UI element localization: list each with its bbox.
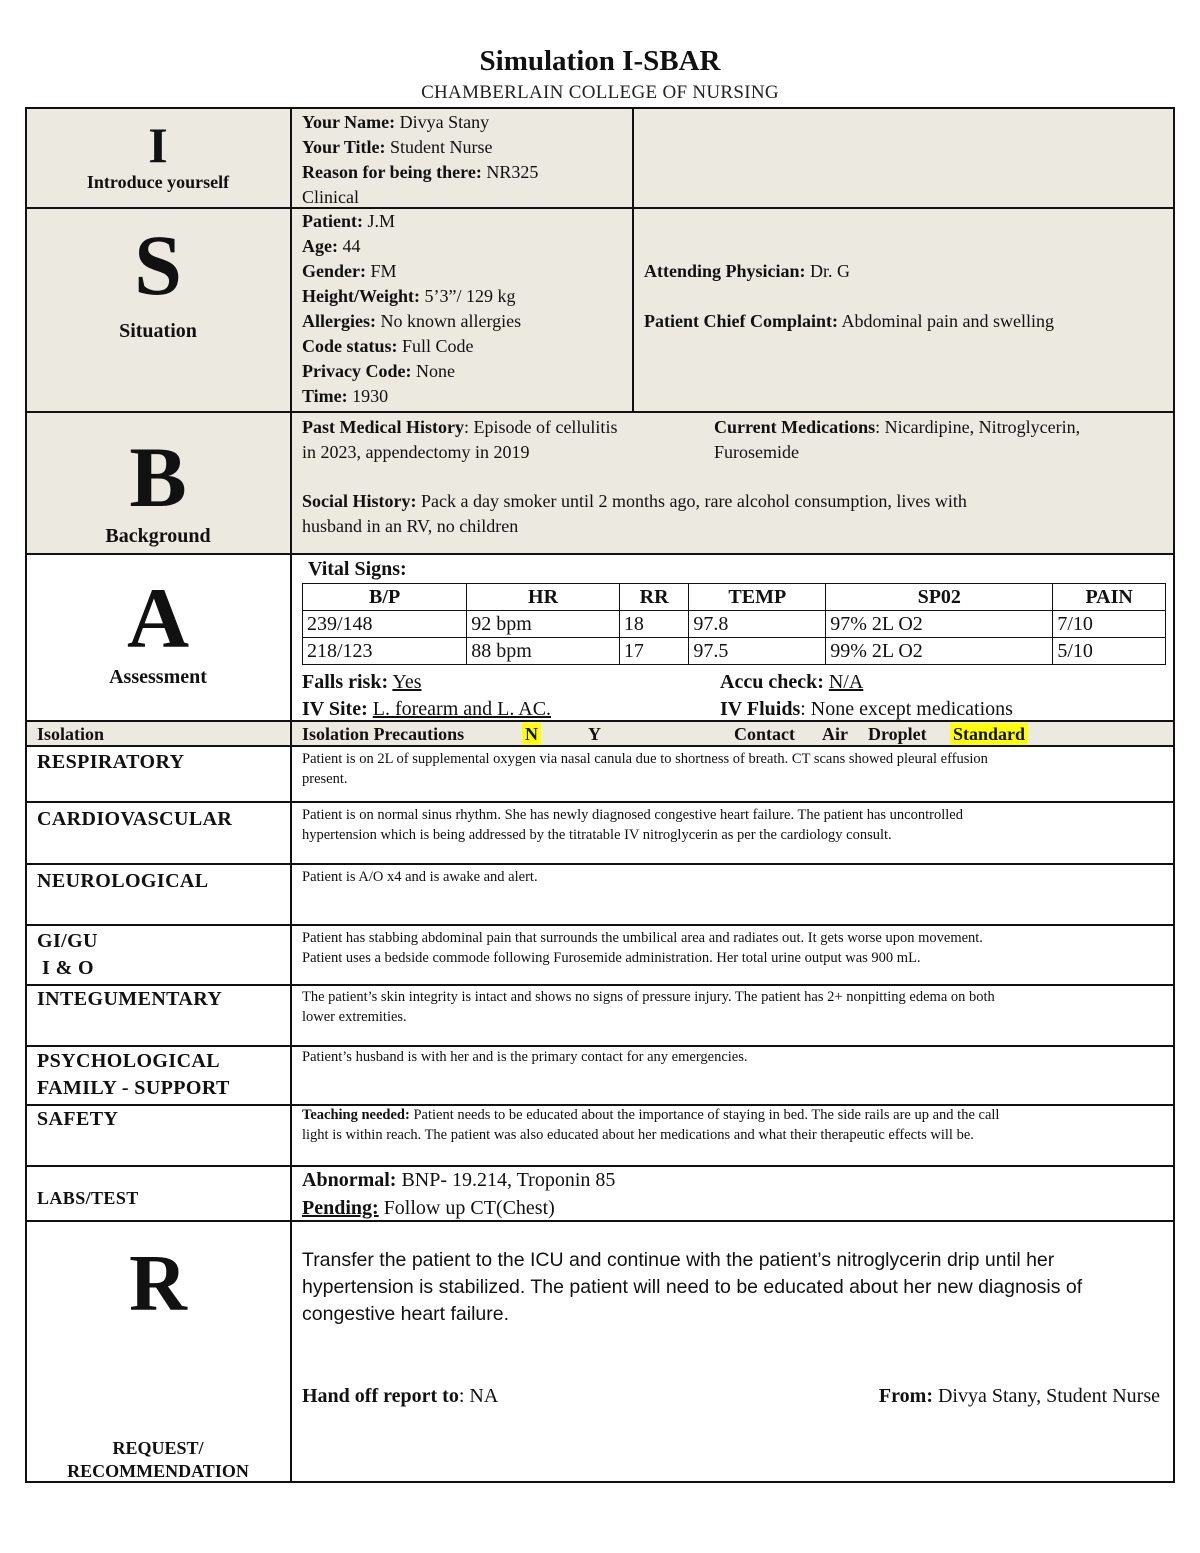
psychological-notes: Patient’s husband is with her and is the primary contact for any emergencies. xyxy=(302,1049,748,1065)
row-line xyxy=(26,863,1174,865)
vitals-header-bp: B/P xyxy=(303,584,467,611)
reason-line-2: Clinical xyxy=(302,187,359,207)
row-line xyxy=(26,553,1174,555)
isolation-option-y: Y xyxy=(588,724,601,744)
title-value: Student Nurse xyxy=(390,137,493,157)
handoff-line: Hand off report to: NA xyxy=(302,1385,499,1407)
recommendation-label: REQUEST/ RECOMMENDATION xyxy=(67,1438,249,1481)
vitals-header-rr: RR xyxy=(619,584,689,611)
neurological-notes: Patient is A/O x4 and is awake and alert. xyxy=(302,869,538,885)
safety-label: SAFETY xyxy=(37,1108,119,1130)
table-cell: 97.5 xyxy=(689,638,826,665)
letter-b: B xyxy=(129,429,187,525)
patient-line: Patient: J.M xyxy=(302,211,395,231)
pending-labs: Pending: Follow up CT(Chest) xyxy=(302,1197,555,1219)
isolation-option-n: N xyxy=(522,723,541,745)
falls-risk-line: Falls risk: Yes xyxy=(302,671,422,693)
table-cell: 5/10 xyxy=(1053,638,1166,665)
abnormal-labs: Abnormal: BNP- 19.214, Troponin 85 xyxy=(302,1169,616,1191)
letter-i: I xyxy=(148,117,168,173)
gi-gu-label: GI/GU I & O xyxy=(37,930,98,979)
introduce-details xyxy=(302,110,627,210)
table-cell: 97% 2L O2 xyxy=(826,611,1053,638)
social-history: Social History: Pack a day smoker until 2 months ago, rare alcohol consumption, lives with husband in an RV, no children xyxy=(302,491,967,536)
isolation-standard: Standard xyxy=(950,723,1028,745)
vitals-header-pain: PAIN xyxy=(1053,584,1166,611)
neurological-label: NEUROLOGICAL xyxy=(37,870,209,892)
cardiovascular-notes: Patient is on normal sinus rhythm. She has newly diagnosed congestive heart failure. The patient has uncontrolled hypertension which is being addressed by the titratable IV nitroglycerin as per the cardiology consult. xyxy=(302,807,963,843)
table-cell: 17 xyxy=(619,638,689,665)
respiratory-label: RESPIRATORY xyxy=(37,751,185,773)
vital-signs-table xyxy=(302,583,1166,665)
isolation-droplet: Droplet xyxy=(868,724,927,744)
age-line: Age: 44 xyxy=(302,236,361,256)
reason-value: NR325 xyxy=(486,162,539,182)
table-cell: 239/148 xyxy=(303,611,467,638)
vitals-header-spo2: SP02 xyxy=(826,584,1053,611)
past-medical-history: Past Medical History: Episode of cellulitis in 2023, appendectomy in 2019 xyxy=(302,417,618,462)
respiratory-notes: Patient is on 2L of supplemental oxygen via nasal canula due to shortness of breath. CT scans showed pleural effusion present. xyxy=(302,751,988,787)
background-label: Background xyxy=(105,525,211,547)
isolation-precautions-label: Isolation Precautions xyxy=(302,724,465,744)
name-value: Divya Stany xyxy=(399,112,490,132)
code-status-line: Code status: Full Code xyxy=(302,336,474,356)
isolation-air: Air xyxy=(822,724,848,744)
psychological-label: PSYCHOLOGICAL FAMILY - SUPPORT xyxy=(37,1050,230,1099)
time-line: Time: 1930 xyxy=(302,386,389,406)
privacy-code-line: Privacy Code: None xyxy=(302,361,455,381)
physician-line: Attending Physician: Dr. G xyxy=(644,261,851,281)
integumentary-label: INTEGUMENTARY xyxy=(37,988,223,1010)
labs-test-label: LABS/TEST xyxy=(37,1188,139,1208)
table-cell: 99% 2L O2 xyxy=(826,638,1053,665)
row-line xyxy=(26,801,1174,803)
row-line xyxy=(26,411,1174,413)
integumentary-notes: The patient’s skin integrity is intact and shows no signs of pressure injury. The patient has 2+ nonpitting edema on both lower extremities. xyxy=(302,989,995,1025)
iv-fluids-line: IV Fluids: None except medications xyxy=(720,698,1013,720)
isolation-label: Isolation xyxy=(37,724,105,744)
table-cell: 92 bpm xyxy=(467,611,620,638)
introduce-label: Introduce yourself xyxy=(86,172,230,192)
vitals-header-row xyxy=(303,584,1166,611)
allergies-line: Allergies: No known allergies xyxy=(302,311,522,331)
height-weight-line: Height/Weight: 5’3”/ 129 kg xyxy=(302,286,516,306)
name-line: Your Name: Divya Stany xyxy=(302,112,490,132)
letter-s: S xyxy=(134,217,182,313)
from-line: From: Divya Stany, Student Nurse xyxy=(878,1385,1160,1407)
gi-gu-notes: Patient has stabbing abdominal pain that surrounds the umbilical area and radiates out. It gets worse upon movement. Patient uses a bedside commode following Furosemide administration. Her total urine output was 900 mL. xyxy=(302,930,983,966)
letter-r: R xyxy=(129,1240,187,1328)
letter-a: A xyxy=(126,570,190,666)
current-medications: Current Medications: Nicardipine, Nitroglycerin, Furosemide xyxy=(714,417,1081,462)
row-line xyxy=(26,924,1174,926)
situation-details xyxy=(302,209,627,409)
table-cell: 18 xyxy=(619,611,689,638)
vitals-header-hr: HR xyxy=(467,584,620,611)
page-title: Simulation I-SBAR xyxy=(479,45,721,77)
isolation-contact: Contact xyxy=(734,724,795,744)
assessment-label: Assessment xyxy=(109,666,207,688)
table-row xyxy=(303,611,1166,638)
gender-line: Gender: FM xyxy=(302,261,397,281)
safety-notes: Teaching needed: Patient needs to be educated about the importance of staying in bed. The side rails are up and the call light is within reach. The patient was also educated about her medications and what their therapeutic effects will be. xyxy=(302,1107,1000,1143)
page-subtitle: CHAMBERLAIN COLLEGE OF NURSING xyxy=(421,82,779,103)
label-column-divider xyxy=(290,108,292,1482)
labs-notes xyxy=(302,1166,1164,1222)
inner-column-divider xyxy=(632,108,634,412)
accu-check-line: Accu check: N/A xyxy=(720,671,864,693)
iv-site-line: IV Site: L. forearm and L. AC. xyxy=(302,698,552,720)
vitals-header-temp: TEMP xyxy=(689,584,826,611)
table-row xyxy=(303,638,1166,665)
cardiovascular-label: CARDIOVASCULAR xyxy=(37,808,233,830)
recommendation-text: Transfer the patient to the ICU and continue with the patient’s nitroglycerin drip until her hypertension is stabilized. The patient will need to be educated about her new diagnosis of congestive heart failure. xyxy=(302,1249,1083,1325)
chief-complaint-line: Patient Chief Complaint: Abdominal pain and swelling xyxy=(644,311,1054,331)
reason-line: Reason for being there: NR325 xyxy=(302,162,539,182)
vital-signs-label: Vital Signs: xyxy=(308,558,407,580)
table-cell: 88 bpm xyxy=(467,638,620,665)
table-cell: 97.8 xyxy=(689,611,826,638)
title-line: Your Title: Student Nurse xyxy=(302,137,493,157)
situation-label: Situation xyxy=(119,320,197,342)
table-cell: 7/10 xyxy=(1053,611,1166,638)
table-cell: 218/123 xyxy=(303,638,467,665)
